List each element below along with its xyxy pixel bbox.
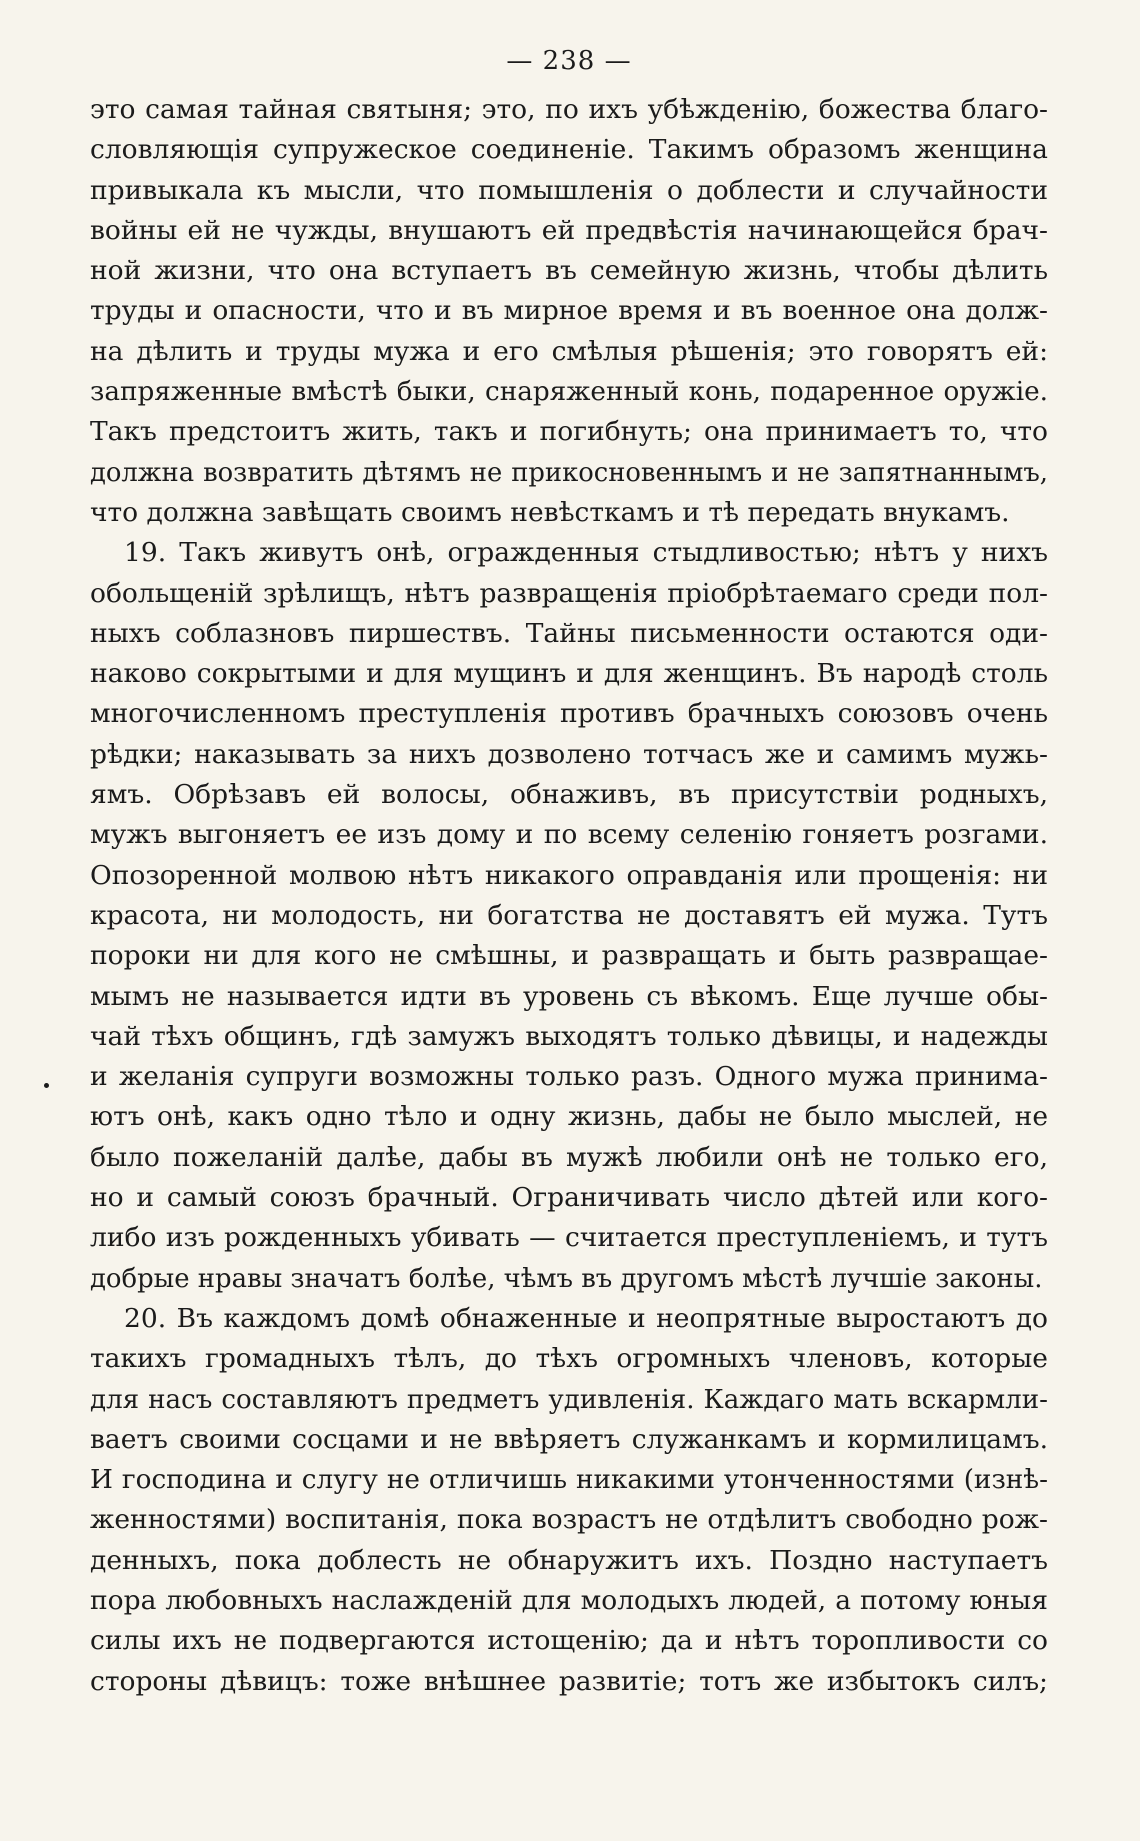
text-line: ютъ онѣ, какъ одно тѣло и одну жизнь, дабы не было мыслей, не [90,1101,1048,1133]
text-line: ныхъ соблазновъ пиршествъ. Тайны письменности остаются оди- [90,617,1048,649]
text-line: пороки ни для кого не смѣшны, и развращать и быть развращае- [90,940,1048,972]
text-line: для насъ составляютъ предметъ удивленія. Каждаго мать вскармли- [90,1384,1048,1415]
text-line: ямъ. Обрѣзавъ ей волосы, обнаживъ, въ присутствіи родныхъ, [90,779,1048,811]
text-line: словляющія супружеское соединеніе. Такимъ образомъ женщина [90,134,1048,166]
text-line: наково сокрытыми и для мущинъ и для женщинъ. Въ народѣ столь [90,658,1048,690]
text-line: должна возвратить дѣтямъ не прикосновеннымъ и не запятнаннымъ, [90,457,1048,488]
text-line: добрые нравы значатъ болѣе, чѣмъ въ другомъ мѣстѣ лучшіе законы. [90,1263,1043,1294]
text-line: женностями) воспитанія, пока возрастъ не отдѣлитъ свободно рож- [90,1504,1048,1536]
text-line: это самая тайная святыня; это, по ихъ убѣжденію, божества благо- [90,94,1048,125]
text-line: рѣдки; наказывать за нихъ дозволено тотчасъ же и самимъ мужь- [90,738,1048,770]
text-line: Опозоренной молвою нѣтъ никакого оправданія или прощенія: ни [90,859,1048,891]
text-line: и желанія супруги возможны только разъ. Одного мужа принима- [90,1061,1048,1093]
text-line: денныхъ, пока доблесть не обнаружитъ ихъ. Поздно наступаетъ [90,1544,1048,1576]
text-line: стороны дѣвицъ: тоже внѣшнее развитіе; тотъ же избытокъ силъ; [90,1665,1048,1697]
text-line: обольщеній зрѣлищъ, нѣтъ развращенія пріобрѣтаемаго среди пол- [90,577,1048,609]
text-line: либо изъ рожденныхъ убивать — считается преступленіемъ, и тутъ [90,1222,1048,1254]
text-line: труды и опасности, что и въ мирное время и въ военное она долж- [90,295,1048,327]
text-line: но и самый союзъ брачный. Ограничивать число дѣтей или кого- [90,1182,1048,1214]
text-line: чай тѣхъ общинъ, гдѣ замужъ выходятъ только дѣвицы, и надежды [90,1020,1048,1052]
text-line: было пожеланій далѣе, дабы въ мужѣ любили онѣ не только его, [90,1141,1048,1173]
text-line: запряженные вмѣстѣ быки, снаряженный конь, подаренное оружіе. [90,377,1048,408]
text-line: силы ихъ не подвергаются истощенію; да и нѣтъ торопливости со [90,1625,1048,1657]
text-line: многочисленномъ преступленія противъ брачныхъ союзовъ очень [90,698,1048,730]
text-line: войны ей не чужды, внушаютъ ей предвѣстія начинающейся брач- [90,214,1048,246]
text-line: пора любовныхъ наслажденій для молодыхъ людей, а потому юныя [90,1584,1048,1616]
text-line: привыкала къ мысли, что помышленія о доблести и случайности [90,174,1048,206]
text-line: мужъ выгоняетъ ее изъ дому и по всему селенію гоняетъ розгами. [90,819,1048,851]
text-line: красота, ни молодость, ни богатства не доставятъ ей мужа. Тутъ [90,899,1048,931]
text-line: мымъ не называется идти въ уровень съ вѣкомъ. Еще лучше обы- [90,980,1048,1012]
paragraph-19-start: 19. Такъ живутъ онѣ, огражденныя стыдливостью; нѣтъ у нихъ [124,537,1048,569]
page-number: — 238 — [506,46,632,76]
paragraph-20-start: 20. Въ каждомъ домѣ обнаженные и неопрятные выростаютъ до [124,1302,1048,1334]
text-line: ваетъ своими сосцами и не ввѣряетъ служанкамъ и кормилицамъ. [90,1423,1048,1455]
text-line: на дѣлить и труды мужа и его смѣлыя рѣшенія; это говорятъ ей: [90,335,1048,367]
text-line: Такъ предстоитъ жить, такъ и погибнуть; она принимаетъ то, что [90,416,1048,448]
text-line: ной жизни, что она вступаетъ въ семейную жизнь, чтобы дѣлить [90,255,1048,287]
text-line: такихъ громадныхъ тѣлъ, до тѣхъ огромныхъ членовъ, которые [90,1343,1048,1375]
text-line: И господина и слугу не отличишь никакими утонченностями (изнѣ- [90,1465,1048,1496]
margin-mark [44,1083,49,1088]
text-block [90,90,1048,1702]
text-line: что должна завѣщать своимъ невѣсткамъ и тѣ передать внукамъ. [90,496,1010,528]
